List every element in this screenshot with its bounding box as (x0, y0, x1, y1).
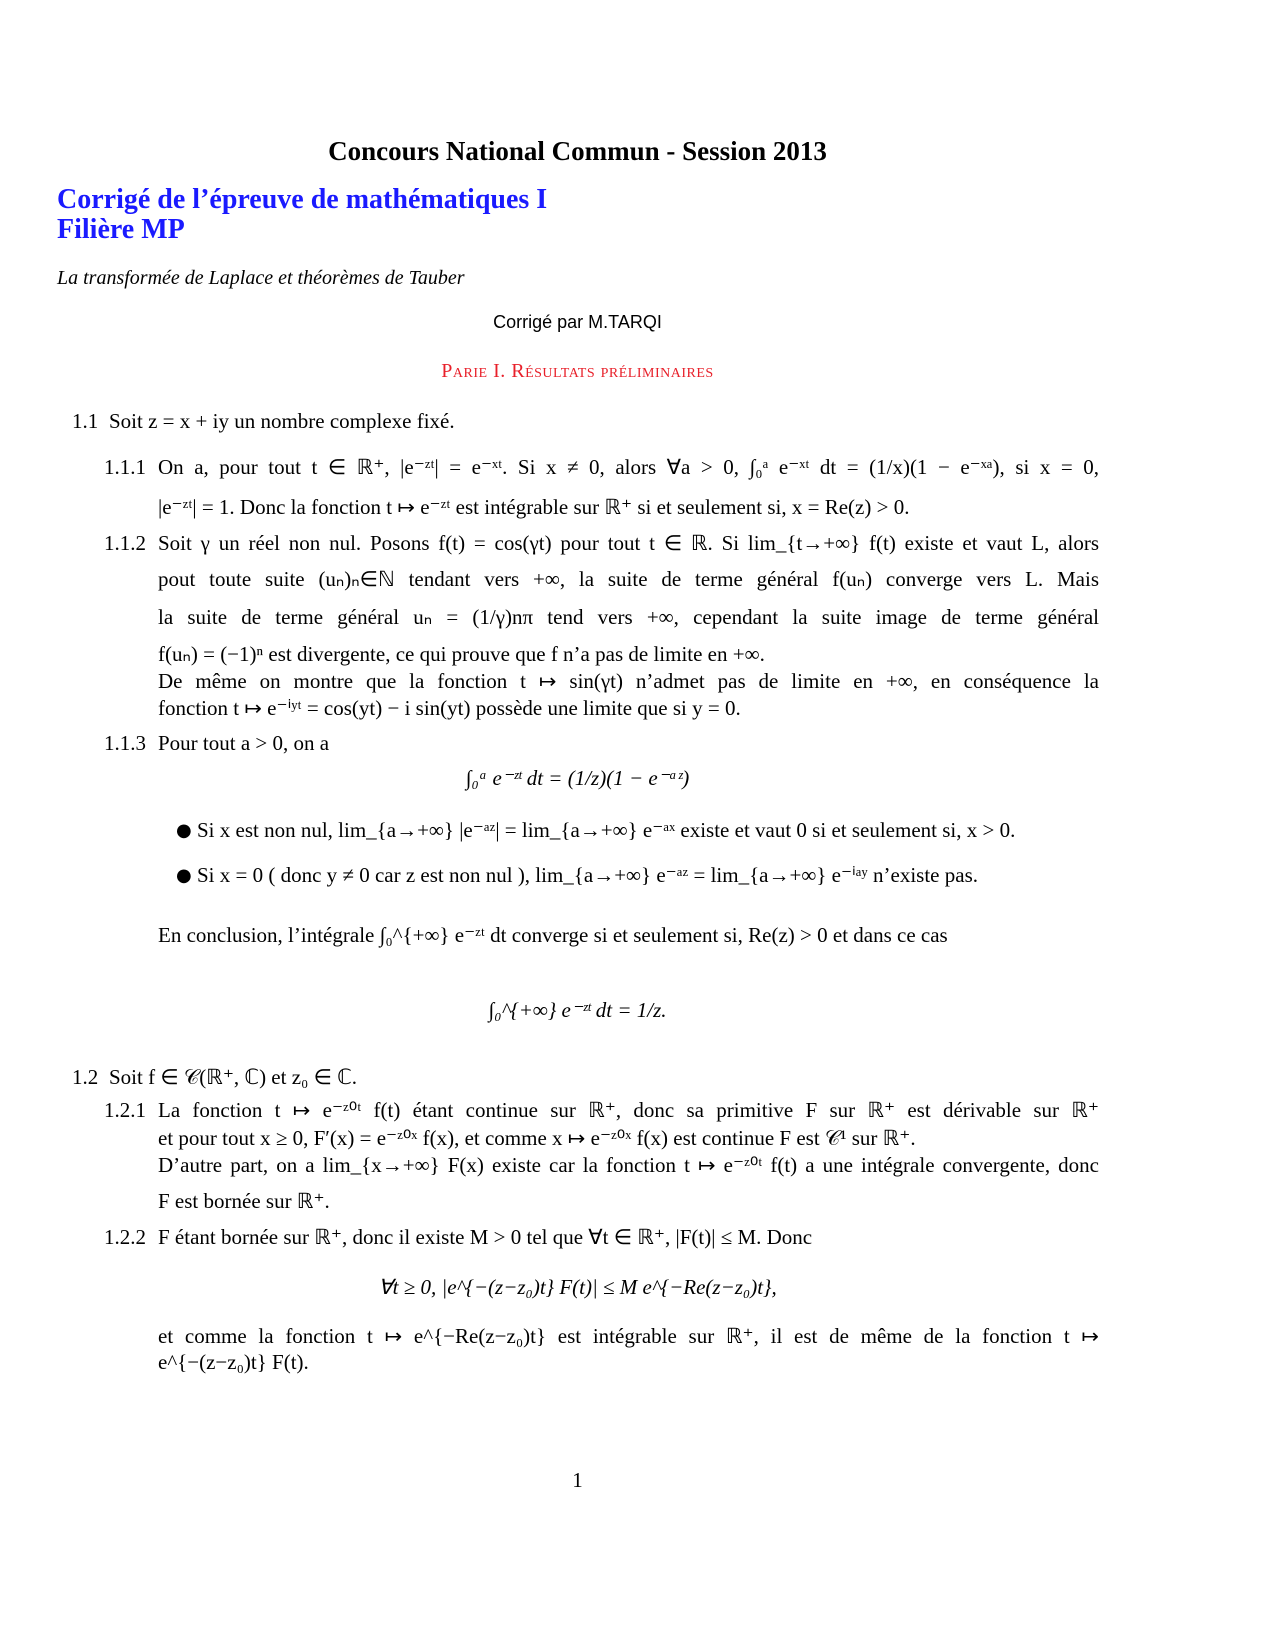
question-text: Soit f ∈ 𝒞(ℝ⁺, ℂ) et z₀ ∈ ℂ. (109, 1065, 358, 1089)
bullet-item: Si x est non nul, lim_{a→+∞} |e⁻ᵃᶻ| = lim_{a→+∞} e⁻ᵃˣ existe et vaut 0 si et seulement si, x > 0. (197, 818, 1016, 842)
question-number: 1.1.1 (104, 455, 146, 479)
display-equation: ∫₀ᵃ e⁻ᶻᵗ dt = (1/z)(1 − e⁻ᵃᶻ) (465, 766, 690, 790)
question-text: Soit z = x + iy un nombre complexe fixé. (109, 409, 455, 433)
paragraph-line: Pour tout a > 0, on a (158, 731, 330, 755)
paragraph-line: f(uₙ) = (−1)ⁿ est divergente, ce qui prouve que f n’a pas de limite en +∞. (158, 642, 765, 666)
bullet-icon: ● (176, 865, 192, 886)
paragraph-line: pout toute suite (uₙ)ₙ∈ℕ tendant vers +∞, la suite de terme général f(uₙ) converge vers L. Mais (158, 567, 1099, 591)
paragraph-line: |e⁻ᶻᵗ| = 1. Donc la fonction t ↦ e⁻ᶻᵗ est intégrable sur ℝ⁺ si et seulement si, x = Re(z) > 0. (158, 495, 910, 519)
question-number: 1.2.2 (104, 1225, 146, 1249)
paragraph-line: la suite de terme général uₙ = (1/γ)nπ tend vers +∞, cependant la suite image de terme général (158, 605, 1099, 629)
document-topic: La transformée de Laplace et théorèmes de Tauber (57, 267, 465, 289)
question-number: 1.1.2 (104, 531, 146, 555)
document-subtitle: Corrigé de l’épreuve de mathématiques I (57, 184, 548, 215)
document-track: Filière MP (57, 214, 185, 245)
author-line: Corrigé par M.TARQI (493, 312, 662, 332)
page-number: 1 (572, 1468, 583, 1492)
question-number: 1.2 (72, 1065, 99, 1089)
paragraph-line: F est bornée sur ℝ⁺. (158, 1189, 330, 1213)
question-number: 1.1.3 (104, 731, 146, 755)
paragraph-line: F étant bornée sur ℝ⁺, donc il existe M > 0 tel que ∀t ∈ ℝ⁺, |F(t)| ≤ M. Donc (158, 1225, 813, 1249)
question-number: 1.1 (72, 409, 99, 433)
paragraph-line: En conclusion, l’intégrale ∫₀^{+∞} e⁻ᶻᵗ dt converge si et seulement si, Re(z) > 0 et dans ce cas (158, 923, 948, 947)
section-heading: Parie I. Résultats préliminaires (441, 360, 714, 382)
paragraph-line: et pour tout x ≥ 0, F′(x) = e⁻ᶻ⁰ˣ f(x), et comme x ↦ e⁻ᶻ⁰ˣ f(x) est continue F est 𝒞¹ sur ℝ⁺. (158, 1126, 916, 1150)
bullet-item: Si x = 0 ( donc y ≠ 0 car z est non nul ), lim_{a→+∞} e⁻ᵃᶻ = lim_{a→+∞} e⁻ⁱᵃʸ n’existe pas. (197, 863, 978, 887)
paragraph-line: De même on montre que la fonction t ↦ sin(γt) n’admet pas de limite en +∞, en conséquence la (158, 669, 1099, 693)
bullet-icon: ● (176, 820, 192, 841)
paragraph-line: fonction t ↦ e⁻ⁱʸᵗ = cos(yt) − i sin(yt) possède une limite que si y = 0. (158, 696, 741, 720)
paragraph-line: et comme la fonction t ↦ e^{−Re(z−z₀)t} est intégrable sur ℝ⁺, il est de même de la fonction t ↦ (158, 1324, 1099, 1348)
question-number: 1.2.1 (104, 1098, 146, 1122)
paragraph-line: La fonction t ↦ e⁻ᶻ⁰ᵗ f(t) étant continue sur ℝ⁺, donc sa primitive F sur ℝ⁺ est dérivable sur ℝ⁺ (158, 1098, 1099, 1122)
paragraph-line: Soit γ un réel non nul. Posons f(t) = cos(γt) pour tout t ∈ ℝ. Si lim_{t→+∞} f(t) existe et vaut L, alors (158, 531, 1099, 555)
page-title: Concours National Commun - Session 2013 (328, 136, 827, 166)
paragraph-line: On a, pour tout t ∈ ℝ⁺, |e⁻ᶻᵗ| = e⁻ˣᵗ. Si x ≠ 0, alors ∀a > 0, ∫₀ᵃ e⁻ˣᵗ dt = (1/x)(1 − e⁻ˣᵃ), si x = 0, (158, 455, 1099, 479)
paragraph-line: D’autre part, on a lim_{x→+∞} F(x) existe car la fonction t ↦ e⁻ᶻ⁰ᵗ f(t) a une intégrale convergente, donc (158, 1153, 1099, 1177)
display-equation: ∫₀^{+∞} e⁻ᶻᵗ dt = 1/z. (488, 998, 667, 1022)
display-equation: ∀t ≥ 0, |e^{−(z−z₀)t} F(t)| ≤ M e^{−Re(z−z₀)t}, (378, 1275, 777, 1299)
paragraph-line: e^{−(z−z₀)t} F(t). (158, 1350, 309, 1374)
